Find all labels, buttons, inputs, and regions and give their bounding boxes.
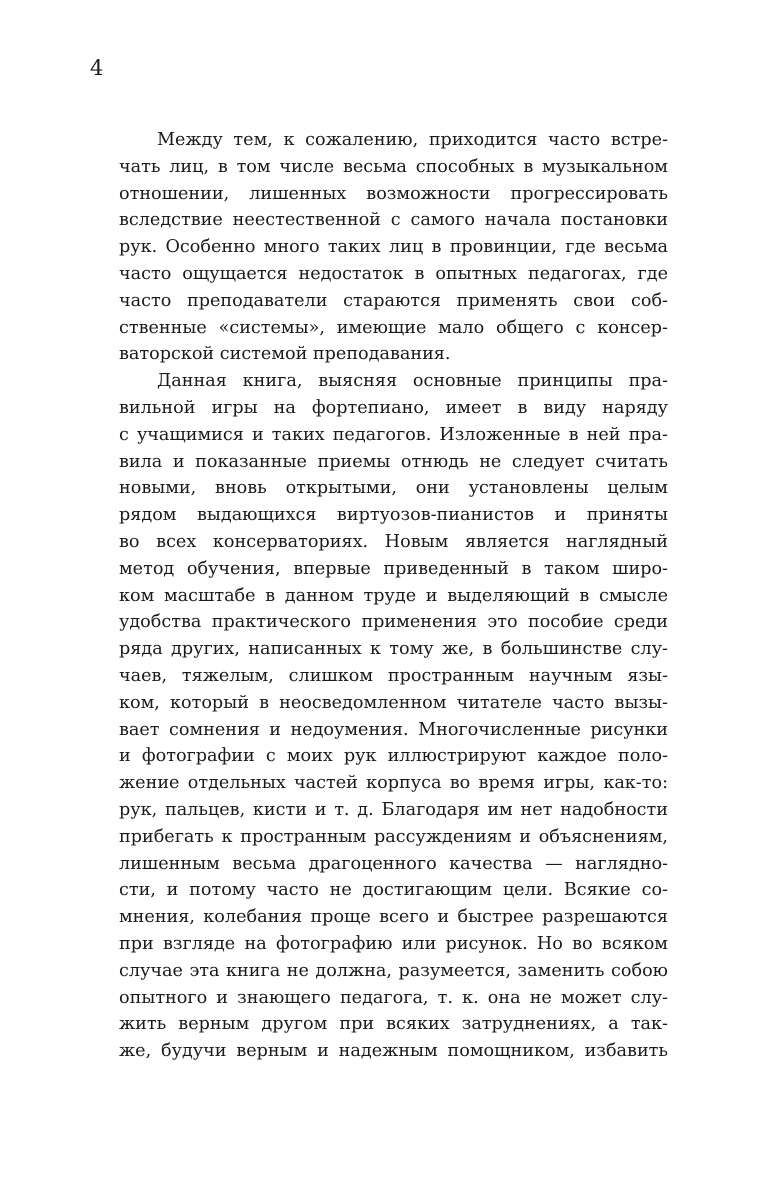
page-number: 4 [90,56,104,80]
text-line: вильной игры на фортепиано, имеет в виду наряду [119,397,668,418]
text-line: с учащимися и таких педагогов. Изложенные в ней пра- [119,424,668,445]
text-line: ряда других, написанных к тому же, в большинстве слу- [119,639,668,660]
text-line: же, будучи верным и надежным помощником, избавить [119,1041,668,1062]
text-line: вследствие неестественной с самого начала постановки [119,210,668,231]
text-line: ком масштабе в данном труде и выделяющий в смысле [119,585,668,606]
text-line: лишенным весьма драгоценного качества — нагляднo- [119,853,668,874]
text-line: опытного и знающего педагога, т. к. она не может слу- [119,987,668,1008]
text-line: ваторской системой преподавания. [119,344,451,365]
text-line: и фотографии с моих рук иллюстрируют каждое поло- [119,746,668,767]
text-line: Данная книга, выясняя основные принципы пра- [157,371,668,392]
text-line: рядом выдающихся виртуозов-пианистов и приняты [119,505,668,526]
body-text [119,127,668,1065]
text-line: вила и показанные приемы отнюдь не следует считать [119,451,668,472]
text-line: ственные «системы», имеющие мало общего с консер- [119,317,668,338]
text-line: чаев, тяжелым, слишком пространным научным язы- [119,665,668,686]
text-line: сти, и потому часто не достигающим цели. Всякие со- [119,880,668,901]
text-line: прибегать к пространным рассуждениям и объяснениям, [119,826,668,847]
text-line: мнения, колебания проще всего и быстрее разрешаются [119,907,668,928]
text-line: новыми, вновь открытыми, они установлены целым [119,478,668,499]
text-line: чать лиц, в том числе весьма способных в музыкальном [119,156,668,177]
text-line: ком, который в неосведомленном читателе часто вызы- [119,692,668,713]
text-line: часто преподаватели стараются применять свои соб- [119,290,668,311]
text-line: удобства практического применения это пособие среди [119,612,668,633]
text-line: отношении, лишенных возможности прогрессировать [119,183,668,204]
text-line: рук, пальцев, кисти и т. д. Благодаря им нет надобности [119,799,668,820]
text-line: вает сомнения и недоумения. Многочисленные рисунки [119,719,668,740]
text-line: жить верным другом при всяких затруднениях, а так- [119,1014,668,1035]
text-line: случае эта книга не должна, разумеется, заменить собою [119,960,668,981]
text-line: при взгляде на фотографию или рисунок. Но во всяком [119,933,668,954]
text-line: жение отдельных частей корпуса во время игры, как-то: [119,773,668,794]
text-line: часто ощущается недостаток в опытных педагогах, где [119,263,668,284]
text-line: Между тем, к сожалению, приходится часто встре- [157,130,668,150]
text-line: метод обучения, впервые приведенный в таком широ- [119,558,668,579]
text-line: во всех консерваториях. Новым является наглядный [119,531,668,552]
text-line: рук. Особенно много таких лиц в провинции, где весьма [119,237,668,258]
